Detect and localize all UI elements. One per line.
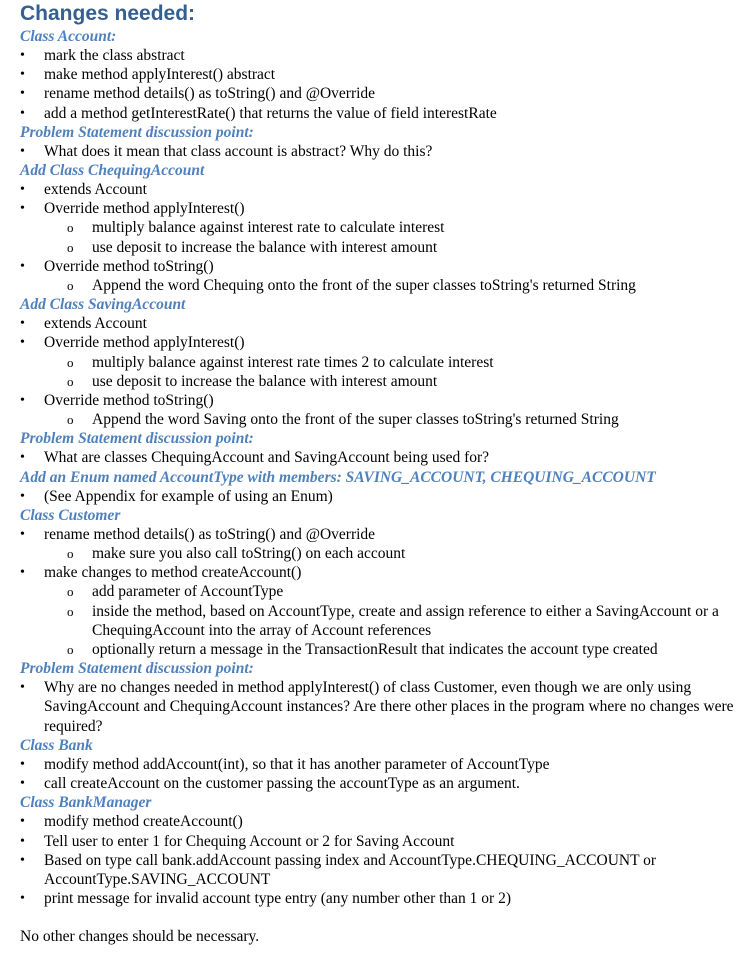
list-item — [20, 448, 740, 467]
circle-bullet-icon: o — [67, 584, 74, 600]
section-heading: Add Class SavingAccount — [20, 296, 186, 314]
sub-list-item-text: make sure you also call toString() on each account — [92, 545, 406, 563]
section-heading: Problem Statement discussion point: — [20, 430, 254, 448]
circle-bullet-icon: o — [67, 220, 74, 236]
circle-bullet-icon: o — [67, 546, 74, 562]
list-item-text: Override method toString() — [44, 257, 214, 275]
section-heading: Problem Statement discussion point: — [20, 660, 254, 678]
sub-list-item-text: multiply balance against interest rate to calculate interest — [92, 219, 445, 237]
sub-list-item-text: use deposit to increase the balance with interest amount — [92, 372, 438, 390]
circle-bullet-icon: o — [67, 354, 74, 370]
list-item — [20, 563, 740, 582]
sub-list-item-text: inside the method, based on AccountType, create and assign reference to either a SavingAccount or a ChequingAccount into the array of Account references — [92, 602, 719, 639]
list-item — [20, 46, 740, 65]
list-item-text: mark the class abstract — [44, 47, 185, 64]
list-item-text: rename method details() as toString() and @Override — [44, 525, 376, 543]
sub-list-item-text: multiply balance against interest rate times 2 to calculate interest — [92, 353, 494, 371]
list-item — [20, 142, 740, 161]
list-item — [20, 84, 740, 103]
list-item-text: make method applyInterest() abstract — [44, 66, 276, 84]
sub-list-item-text: add parameter of AccountType — [92, 583, 284, 601]
bullet-icon: • — [20, 258, 25, 274]
bullet-icon: • — [20, 450, 25, 466]
sub-list-item-text: Append the word Saving onto the front of the super classes toString's returned String — [92, 411, 619, 429]
sub-list-item — [20, 353, 740, 372]
sub-list-item — [20, 582, 740, 601]
bullet-icon: • — [20, 335, 25, 351]
bullet-icon: • — [20, 488, 25, 504]
list-item — [20, 257, 740, 276]
circle-bullet-icon: o — [67, 278, 74, 294]
circle-bullet-icon: o — [67, 373, 74, 389]
list-item-text: Why are no changes needed in method applyInterest() of class Customer, even though we are only using SavingAccount and ChequingAccount instances? Are there other places in the program where no changes were required? — [44, 679, 734, 735]
bullet-icon: • — [20, 833, 25, 849]
section-heading: Class Bank — [20, 736, 93, 754]
bullet-icon: • — [20, 67, 25, 83]
list-item-text: make changes to method createAccount() — [44, 564, 302, 582]
list-item-text: What does it mean that class account is abstract? Why do this? — [44, 142, 433, 160]
list-item — [20, 333, 740, 352]
list-item-text: extends Account — [44, 315, 147, 333]
sub-list-item — [20, 276, 740, 295]
list-item-text: (See Appendix for example of using an Enum) — [44, 487, 333, 505]
section-heading: Add Class ChequingAccount — [20, 162, 205, 180]
section-heading: Problem Statement discussion point: — [20, 123, 254, 141]
sub-list-item-text: Append the word Chequing onto the front of the super classes toString's returned String — [92, 277, 636, 295]
list-item-text: Tell user to enter 1 for Chequing Account or 2 for Saving Account — [44, 832, 455, 850]
list-item — [20, 180, 740, 199]
bullet-icon: • — [20, 105, 25, 121]
bullet-icon: • — [20, 814, 25, 830]
circle-bullet-icon: o — [67, 239, 74, 255]
bullet-icon: • — [20, 756, 25, 772]
list-item — [20, 774, 740, 793]
list-item-text: rename method details() as toString() and @Override — [44, 85, 376, 103]
list-item — [20, 65, 740, 84]
list-item — [20, 104, 740, 123]
bullet-icon: • — [20, 393, 25, 409]
sub-list-item — [20, 238, 740, 257]
bullet-icon: • — [20, 48, 25, 63]
list-item-text: extends Account — [44, 181, 147, 199]
bullet-icon: • — [20, 86, 25, 102]
sub-list-item — [20, 218, 740, 237]
list-item — [20, 314, 740, 333]
bullet-icon: • — [20, 182, 25, 198]
list-item-text: call createAccount on the customer passing the accountType as an argument. — [44, 775, 520, 793]
bullet-icon: • — [20, 680, 25, 696]
list-item-text: Override method applyInterest() — [44, 334, 245, 352]
list-item — [20, 755, 740, 774]
sub-list-item-text: optionally return a message in the TransactionResult that indicates the account type created — [92, 641, 658, 659]
list-item — [20, 812, 740, 831]
list-item-text: What are classes ChequingAccount and SavingAccount being used for? — [44, 449, 490, 467]
sub-list-item — [20, 372, 740, 391]
list-item — [20, 199, 740, 218]
list-item-text: Override method applyInterest() — [44, 200, 245, 218]
list-item-text: modify method addAccount(int), so that it has another parameter of AccountType — [44, 755, 550, 773]
bullet-icon: • — [20, 891, 25, 907]
bullet-icon: • — [20, 776, 25, 792]
section-heading: Add an Enum named AccountType with members: SAVING_ACCOUNT, CHEQUING_ACCOUNT — [20, 468, 656, 486]
circle-bullet-icon: o — [67, 412, 74, 428]
bullet-icon: • — [20, 316, 25, 332]
sub-list-item — [20, 410, 740, 429]
bullet-icon: • — [20, 526, 25, 542]
list-item — [20, 889, 740, 908]
list-item — [20, 391, 740, 410]
circle-bullet-icon: o — [67, 642, 74, 658]
bullet-icon: • — [20, 201, 25, 217]
sub-list-item — [20, 602, 727, 640]
bullet-icon: • — [20, 143, 25, 159]
list-item — [20, 678, 734, 736]
section-heading: Class BankManager — [20, 794, 152, 812]
list-item-text: Override method toString() — [44, 392, 214, 410]
list-item — [20, 851, 734, 889]
section-heading: Class Account: — [20, 28, 117, 45]
list-item-text: modify method createAccount() — [44, 813, 243, 831]
section-heading: Class Customer — [20, 506, 121, 524]
sub-list-item — [20, 544, 740, 563]
list-item — [20, 832, 740, 851]
circle-bullet-icon: o — [67, 603, 74, 619]
list-item-text: add a method getInterestRate() that returns the value of field interestRate — [44, 104, 497, 122]
sub-list-item — [20, 640, 727, 659]
sub-list-item-text: use deposit to increase the balance with interest amount — [92, 238, 438, 256]
closing-note: No other changes should be necessary. — [20, 928, 260, 946]
list-item — [20, 525, 740, 544]
bullet-icon: • — [20, 565, 25, 581]
list-item-text: print message for invalid account type entry (any number other than 1 or 2) — [44, 890, 512, 908]
page-title: Changes needed: — [20, 2, 196, 25]
list-item-text: Based on type call bank.addAccount passing index and AccountType.CHEQUING_ACCOUNT or AccountType.SAVING_ACCOUNT — [44, 851, 657, 888]
list-item — [20, 487, 740, 506]
bullet-icon: • — [20, 852, 25, 868]
document-body — [20, 27, 740, 908]
